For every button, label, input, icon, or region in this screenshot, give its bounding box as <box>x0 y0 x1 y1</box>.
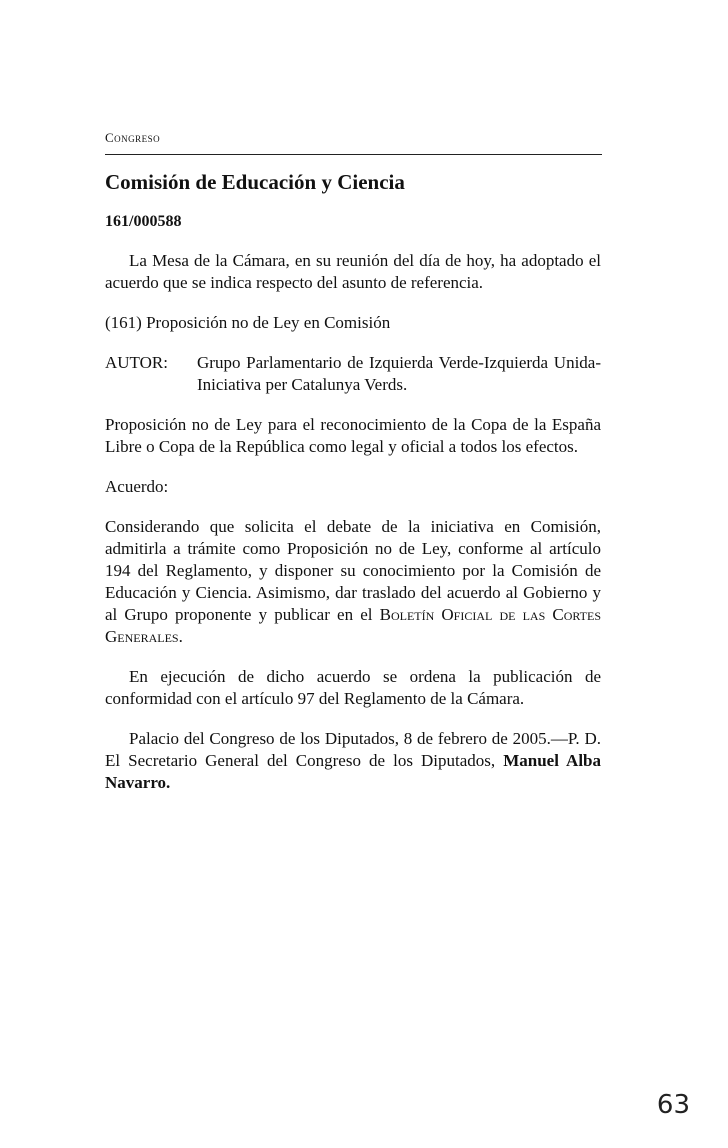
bulletin-name: Boletín Oficial de las Cortes Generales <box>105 605 602 646</box>
proposal-paragraph: Proposición no de Ley para el reconocimiento de la Copa de la España Libre o Copa de la República como legal y oficial a todos los efectos. <box>105 415 601 456</box>
intro-paragraph: La Mesa de la Cámara, en su reunión del día de hoy, ha adoptado el acuerdo que se indica respecto del asunto de referencia. <box>105 251 601 292</box>
initiative-type: (161) Proposición no de Ley en Comisión <box>105 313 391 332</box>
author-value: Grupo Parlamentario de Izquierda Verde-Izquierda Unida-Iniciativa per Catalunya Verds. <box>197 353 601 394</box>
closing-text: Palacio del Congreso de los Diputados, 8 de febrero de 2005.—P. D. El Secretario General del Congreso de los Diputados, <box>105 729 601 770</box>
agreement-end: . <box>178 627 183 646</box>
agreement-text: Considerando que solicita el debate de la iniciativa en Comisión, admitirla a trámite como Proposición no de Ley, conforme al artículo 194 del Reglamento, y disponer su conocimiento por la Comisión de Educación y Ciencia. Asimismo, dar traslado del acuerdo al Gobierno y al Grupo proponente y publicar en el <box>105 517 601 624</box>
signatory-name: Manuel Alba Navarro. <box>105 751 601 792</box>
execution-paragraph: En ejecución de dicho acuerdo se ordena la publicación de conformidad con el artículo 97 del Reglamento de la Cámara. <box>105 667 601 708</box>
commission-title: Comisión de Educación y Ciencia <box>105 170 405 194</box>
header-rule <box>105 154 602 155</box>
agreement-paragraph <box>105 516 601 648</box>
author-label: AUTOR: <box>105 353 168 372</box>
page-number: 63 <box>656 1090 690 1120</box>
section-label: Congreso <box>105 130 161 145</box>
author-block <box>105 352 601 396</box>
file-reference: 161/000588 <box>105 213 182 230</box>
agreement-label: Acuerdo: <box>105 477 169 496</box>
document-page <box>105 130 601 812</box>
closing-paragraph <box>105 728 601 794</box>
